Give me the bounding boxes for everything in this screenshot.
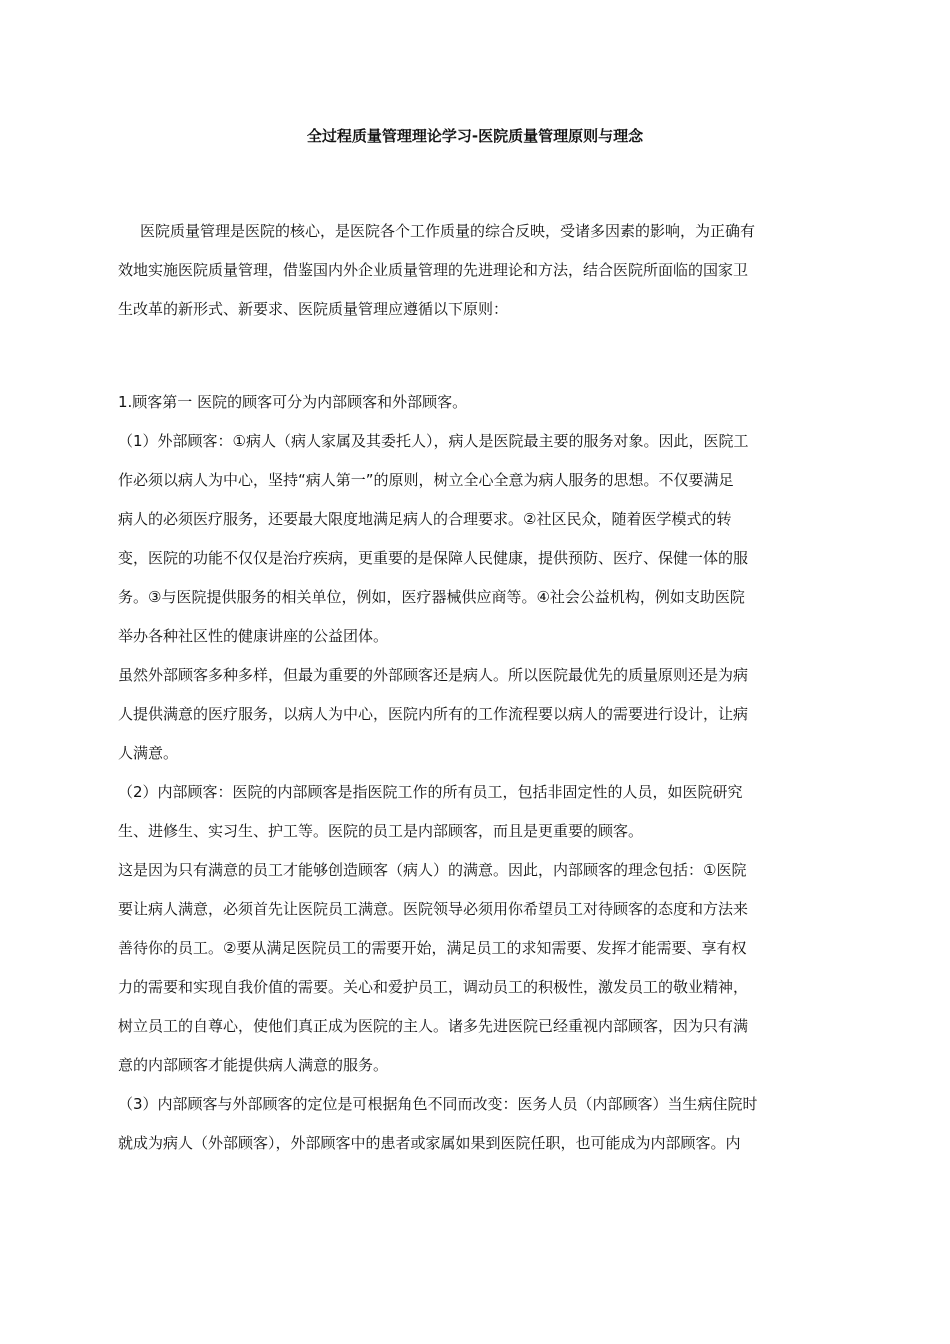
intro-line: 生改革的新形式、新要求、医院质量管理应遵循以下原则： [118,300,509,318]
body-line: （3）内部顾客与外部顾客的定位是可根据角色不同而改变：医务人员（内部顾客）当生病住院时 [118,1095,758,1113]
body-line: 这是因为只有满意的员工才能够创造顾客（病人）的满意。因此，内部顾客的理念包括：①医院 [118,861,747,879]
body-line: 树立员工的自尊心，使他们真正成为医院的主人。诸多先进医院已经重视内部顾客，因为只有满 [118,1017,749,1035]
body-line: 生、进修生、实习生、护工等。医院的员工是内部顾客，而且是更重要的顾客。 [118,822,644,840]
principles-section [118,383,834,1163]
body-line: 就成为病人（外部顾客），外部顾客中的患者或家属如果到医院任职，也可能成为内部顾客。内 [118,1134,741,1152]
section-heading: 1.顾客第一 医院的顾客可分为内部顾客和外部顾客。 [118,393,468,411]
body-line: 变，医院的功能不仅仅是治疗疾病，更重要的是保障人民健康，提供预防、医疗、保健一体的服 [118,549,749,567]
intro-line: 医院质量管理是医院的核心，是医院各个工作质量的综合反映，受诸多因素的影响，为正确有 [140,222,756,240]
body-line: （1）外部顾客：①病人（病人家属及其委托人），病人是医院最主要的服务对象。因此，医院工 [118,432,749,450]
body-line: 人提供满意的医疗服务，以病人为中心，医院内所有的工作流程要以病人的需要进行设计，让病 [118,705,749,723]
document-title: 全过程质量管理理论学习-医院质量管理原则与理念 [306,127,644,145]
body-line: （2）内部顾客：医院的内部顾客是指医院工作的所有员工，包括非固定性的人员，如医院研究 [118,783,743,801]
intro-line: 效地实施医院质量管理，借鉴国内外企业质量管理的先进理论和方法，结合医院所面临的国家卫 [118,261,749,279]
body-line: 举办各种社区性的健康讲座的公益团体。 [118,627,389,645]
body-line: 善待你的员工。②要从满足医院员工的需要开始，满足员工的求知需要、发挥才能需要、享有权 [118,939,747,957]
body-line: 人满意。 [118,744,179,762]
body-line: 作必须以病人为中心，坚持“病人第一”的原则，树立全心全意为病人服务的思想。不仅要满足 [118,471,734,489]
body-line: 要让病人满意，必须首先让医院员工满意。医院领导必须用你希望员工对待顾客的态度和方法来 [118,900,749,918]
body-line: 力的需要和实现自我价值的需要。关心和爱护员工，调动员工的积极性，激发员工的敬业精神， [118,978,749,996]
body-line: 务。③与医院提供服务的相关单位，例如，医疗器械供应商等。④社会公益机构，例如支助医院 [118,588,745,606]
body-line: 病人的必须医疗服务，还要最大限度地满足病人的合理要求。②社区民众，随着医学模式的转 [118,510,732,528]
body-line: 虽然外部顾客多种多样，但最为重要的外部顾客还是病人。所以医院最优先的质量原则还是为病 [118,666,749,684]
intro-paragraph [118,212,834,329]
body-line: 意的内部顾客才能提供病人满意的服务。 [118,1056,389,1074]
